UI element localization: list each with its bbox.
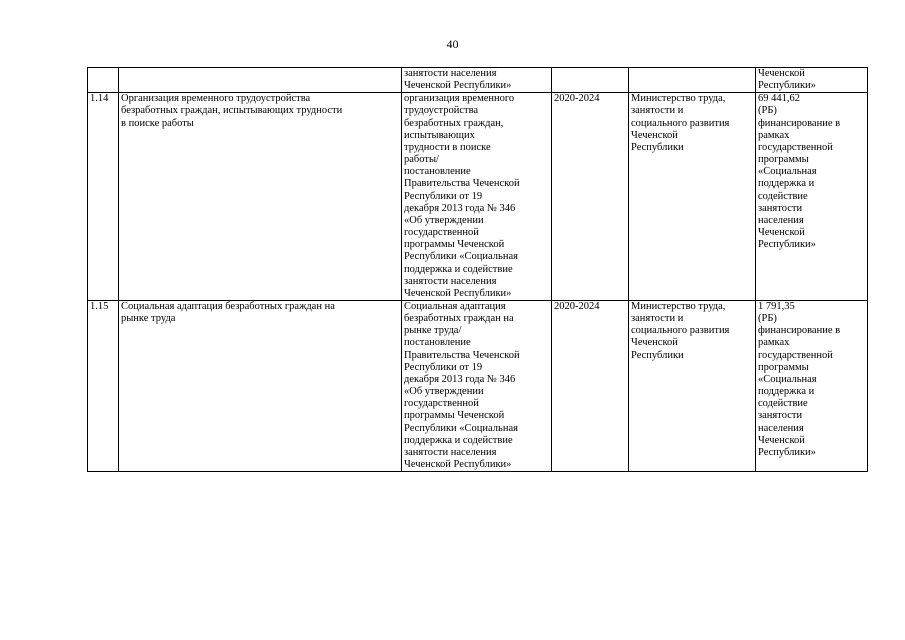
period-cell: 2020-2024: [552, 300, 629, 471]
executor-cell: [629, 68, 756, 93]
measure-name-cell: Социальная адаптация безработных граждан на рынке труда: [119, 300, 402, 471]
period-cell: 2020-2024: [552, 93, 629, 301]
table-row: [88, 93, 868, 301]
period-cell: [552, 68, 629, 93]
measure-description-cell: занятости населения Чеченской Республики»: [402, 68, 552, 93]
measure-description-cell: организация временного трудоустройства безработных граждан, испытывающих трудности в поиске работы/ постановление Правительства Чеченской Республики от 19 декабря 2013 года № 346 «Об утверждении государственной программы Чеченской Республики «Социальная поддержка и содействие занятости населения Чеченской Республики»: [402, 93, 552, 301]
executor-cell: Министерство труда, занятости и социального развития Чеченской Республики: [629, 93, 756, 301]
table-row: [88, 68, 868, 93]
funding-cell: 69 441,62 (РБ) финансирование в рамках государственной программы «Социальная поддержка и содействие занятости населения Чеченской Республики»: [756, 93, 868, 301]
measure-description-cell: Социальная адаптация безработных граждан на рынке труда/ постановление Правительства Чеченской Республики от 19 декабря 2013 года № 346 «Об утверждении государственной программы Чеченской Республики «Социальная поддержка и содействие занятости населения Чеченской Республики»: [402, 300, 552, 471]
measures-table: [87, 67, 868, 472]
measure-name-cell: [119, 68, 402, 93]
item-number-cell: 1.15: [88, 300, 119, 471]
measure-name-cell: Организация временного трудоустройства безработных граждан, испытывающих трудности в поиске работы: [119, 93, 402, 301]
table-row: [88, 300, 868, 471]
item-number-cell: 1.14: [88, 93, 119, 301]
executor-cell: Министерство труда, занятости и социального развития Чеченской Республики: [629, 300, 756, 471]
funding-cell: Чеченской Республики»: [756, 68, 868, 93]
funding-cell: 1 791,35 (РБ) финансирование в рамках государственной программы «Социальная поддержка и содействие занятости населения Чеченской Республики»: [756, 300, 868, 471]
item-number-cell: [88, 68, 119, 93]
page-number: 40: [446, 37, 459, 51]
